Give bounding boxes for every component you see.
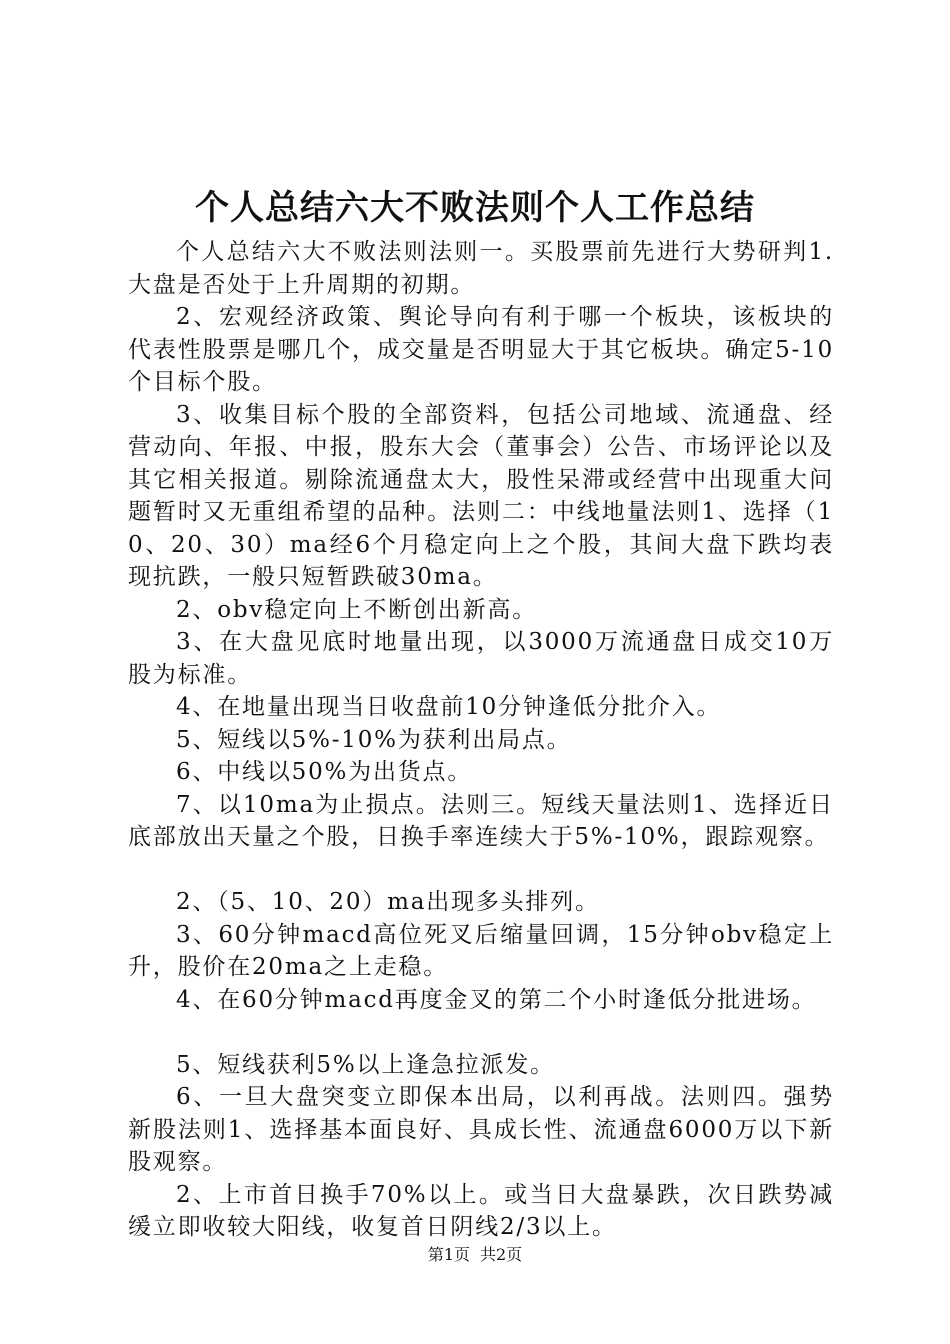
paragraph: 3、在大盘见底时地量出现，以3000万流通盘日成交10万股为标准。 (128, 629, 834, 688)
paragraph: 5、短线以5%-10%为获利出局点。 (176, 726, 572, 753)
paragraph: 2、obv稳定向上不断创出新高。 (176, 596, 537, 623)
paragraph: 4、在地量出现当日收盘前10分钟逢低分批介入。 (176, 694, 722, 720)
paragraph: 2、（5、10、20）ma出现多头排列。 (176, 889, 600, 915)
paragraph: 4、在60分钟macd再度金叉的第二个小时逢低分批进场。 (176, 986, 817, 1013)
page-number: 第1页 (427, 1245, 470, 1264)
paragraph: 3、60分钟macd高位死叉后缩量回调，15分钟obv稳定上升，股价在20ma之上走稳。 (128, 921, 834, 980)
document-title: 个人总结六大不败法则个人工作总结 (195, 188, 755, 228)
document-body (128, 236, 834, 1244)
paragraph: 2、宏观经济政策、舆论导向有利于哪一个板块，该板块的代表性股票是哪几个，成交量是否明显大于其它板块。确定5-10个目标个股。 (128, 304, 834, 395)
paragraph: 7、以10ma为止损点。法则三。短线天量法则1、选择近日底部放出天量之个股，日换手率连续大于5%-10%，跟踪观察。 (128, 791, 834, 850)
paragraph: 2、上市首日换手70%以上。或当日大盘暴跌，次日跌势减缓立即收较大阳线，收复首日阴线2/3以上。 (128, 1181, 834, 1240)
paragraph: 5、短线获利5%以上逢急拉派发。 (176, 1051, 555, 1078)
page-footer (0, 1244, 950, 1266)
page-total: 共2页 (480, 1245, 523, 1264)
paragraph: 6、一旦大盘突变立即保本出局，以利再战。法则四。强势新股法则1、选择基本面良好、具成长性、流通盘6000万以下新股观察。 (128, 1084, 834, 1175)
paragraph: 3、收集目标个股的全部资料，包括公司地域、流通盘、经营动向、年报、中报，股东大会（董事会）公告、市场评论以及其它相关报道。剔除流通盘太大，股性呆滞或经营中出现重大问题暂时又无重组希望的品种。法则二：中线地量法则1、选择（10、20、30）ma经6个月稳定向上之个股，其间大盘下跌均表现抗跌，一般只短暂跌破30ma。 (128, 401, 834, 590)
paragraph: 个人总结六大不败法则法则一。买股票前先进行大势研判1.大盘是否处于上升周期的初期。 (128, 239, 834, 298)
paragraph: 6、中线以50%为出货点。 (176, 759, 473, 785)
